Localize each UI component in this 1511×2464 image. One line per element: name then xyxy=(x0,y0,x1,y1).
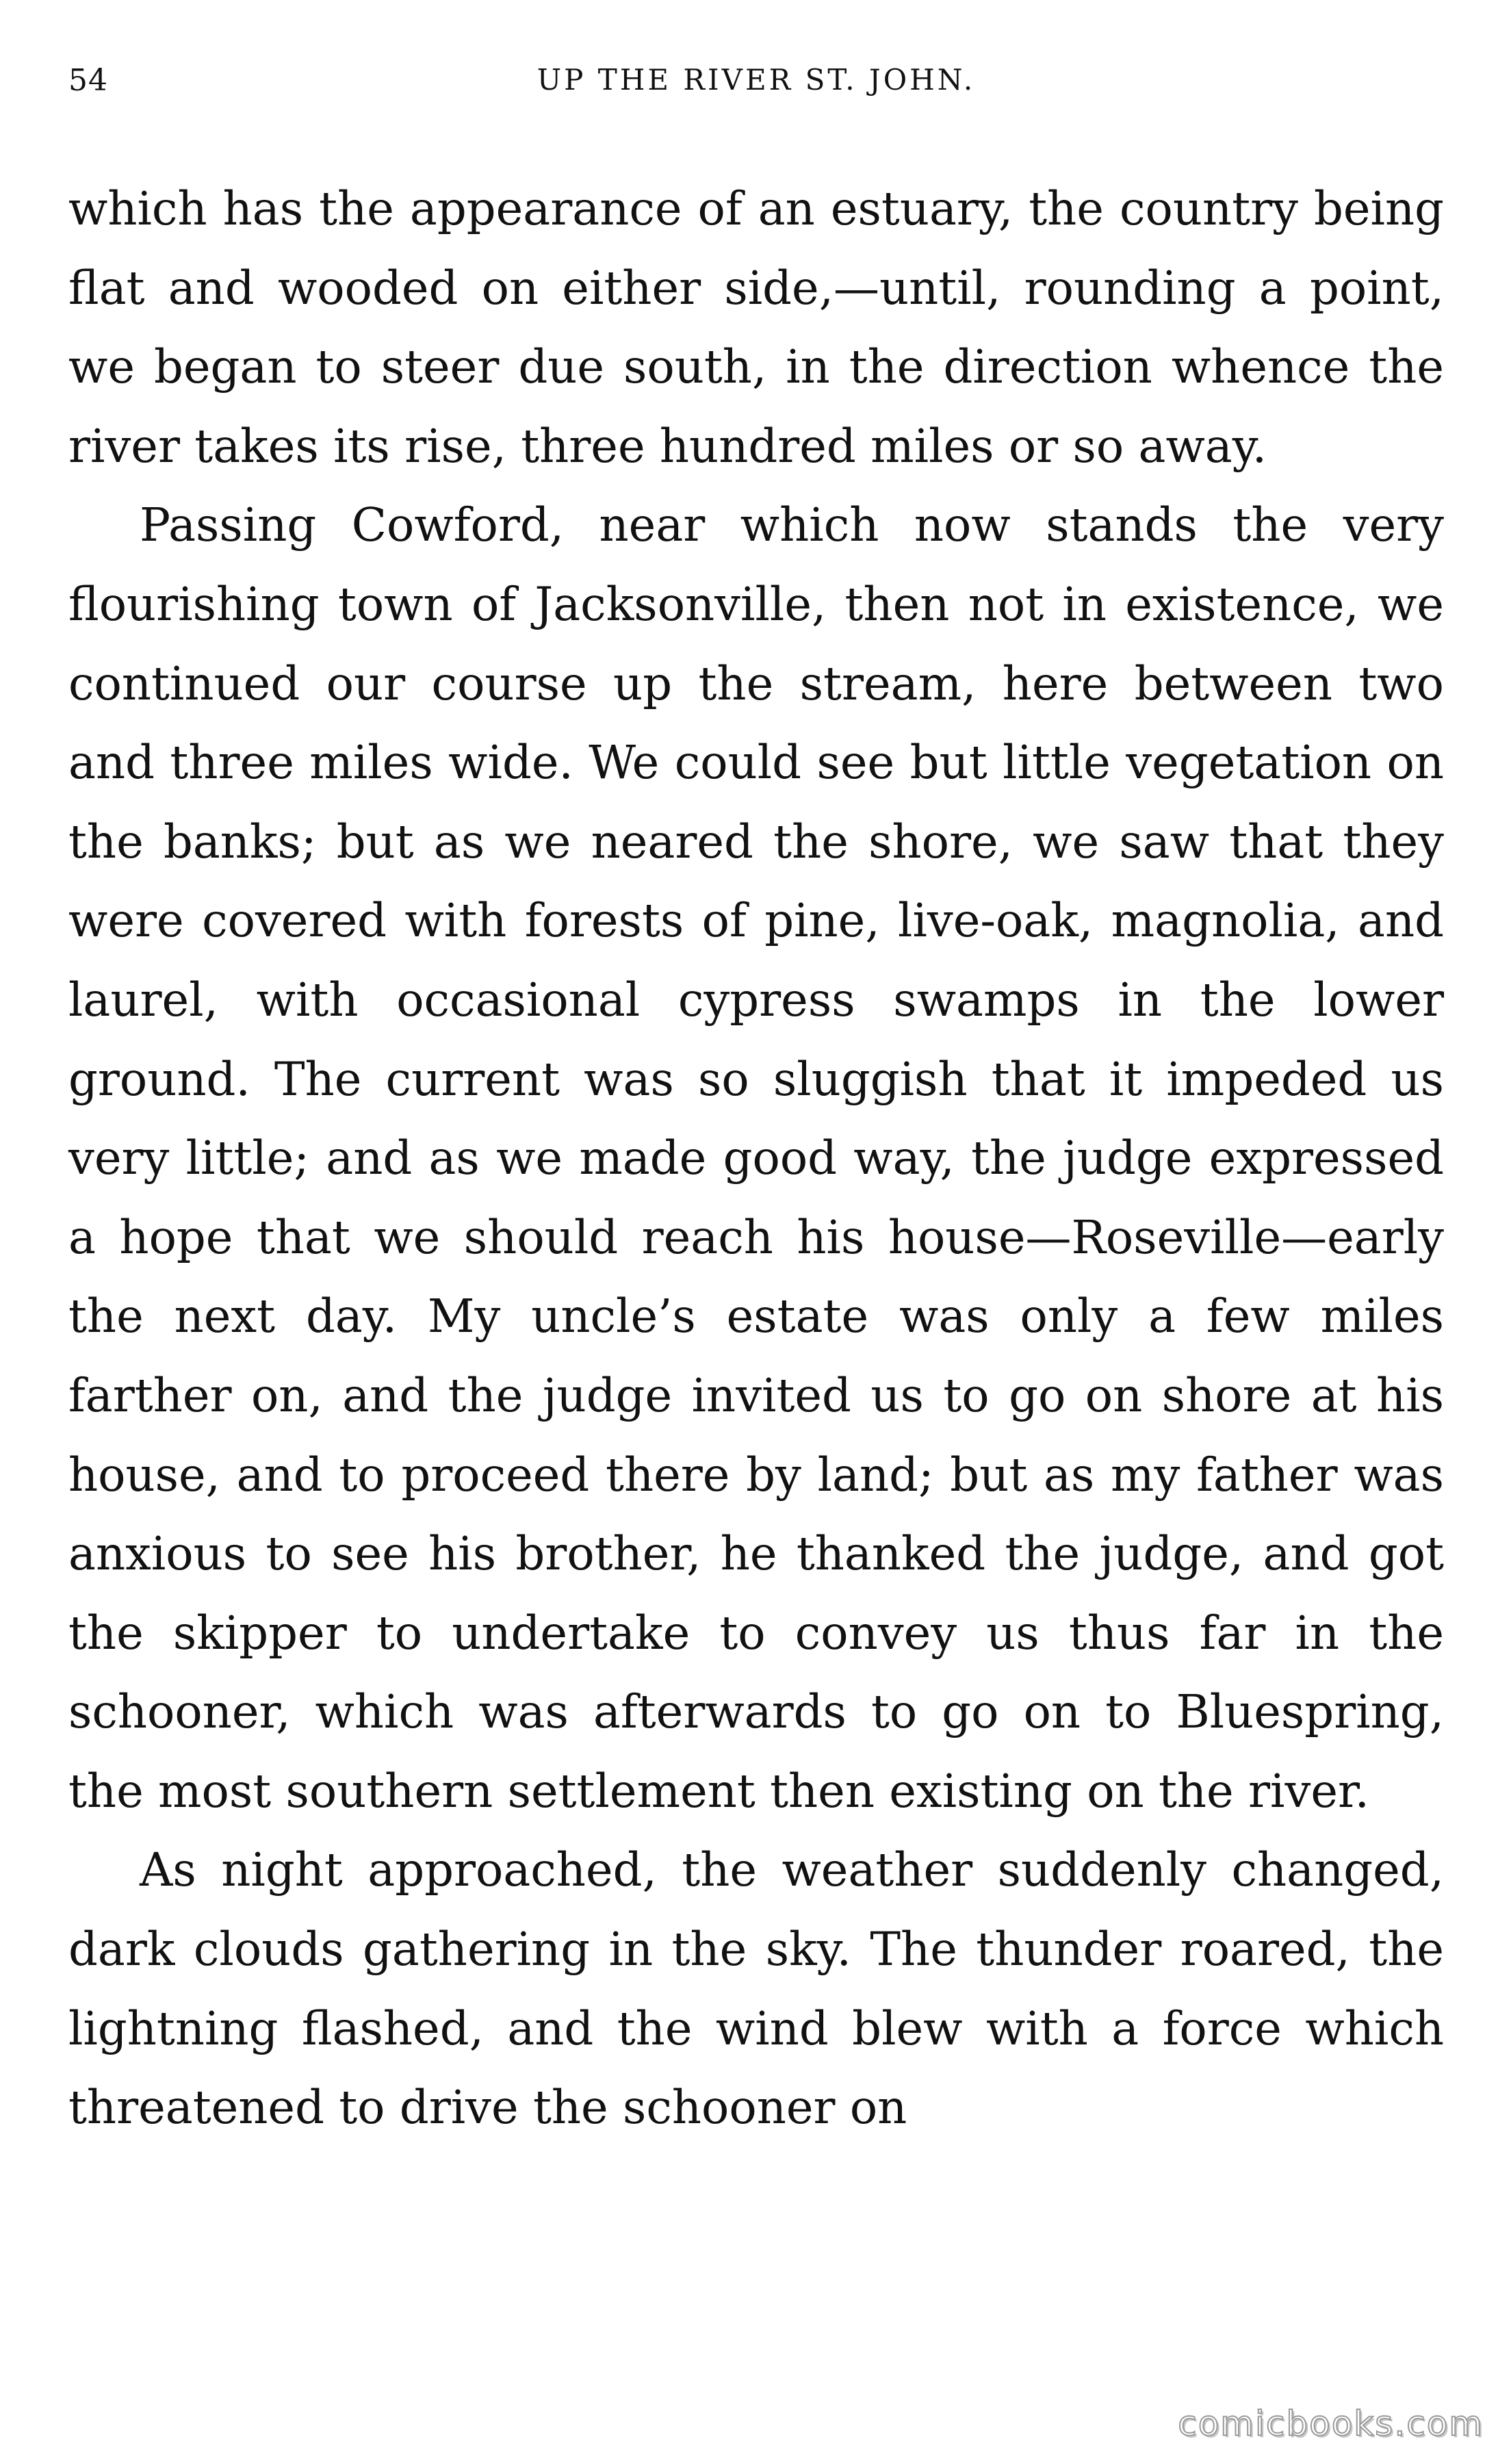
paragraph-continuation: which has the appearance of an estuary, the country being flat and wooded on either side,—until, rounding a point, we began to steer due south, in the direction whence the river takes its rise, three hundred miles or so away. xyxy=(68,182,1444,473)
paragraph-night-approached: As night approached, the weather suddenly changed, dark clouds gathering in the sky. The thunder roared, the lightning flashed, and the wind blew with a force which threatened to drive the schooner on xyxy=(68,1843,1444,2135)
body-text xyxy=(68,170,1444,2148)
running-title: UP THE RIVER ST. JOHN. xyxy=(537,63,976,97)
paragraph-passing-cowford: Passing Cowford, near which now stands the very flourishing town of Jacksonville, then not in existence, we continued our course up the stream, here between two and three miles wide. We could see but little vegetation on the banks; but as we neared the shore, we saw that they were covered with forests of pine, live-oak, magnolia, and laurel, with occasional cypress swamps in the lower ground. The current was so sluggish that it impeded us very little; and as we made good way, the judge expressed a hope that we should reach his house—Roseville—early the next day. My uncle’s estate was only a few miles farther on, and the judge invited us to go on shore at his house, and to proceed there by land; but as my father was anxious to see his brother, he thanked the judge, and got the skipper to undertake to convey us thus far in the schooner, which was afterwards to go on to Bluespring, the most southern settlement then existing on the river. xyxy=(68,498,1444,1818)
watermark: comicbooks.com xyxy=(1178,2404,1484,2443)
page-number: 54 xyxy=(68,63,108,98)
running-head xyxy=(68,63,1444,111)
